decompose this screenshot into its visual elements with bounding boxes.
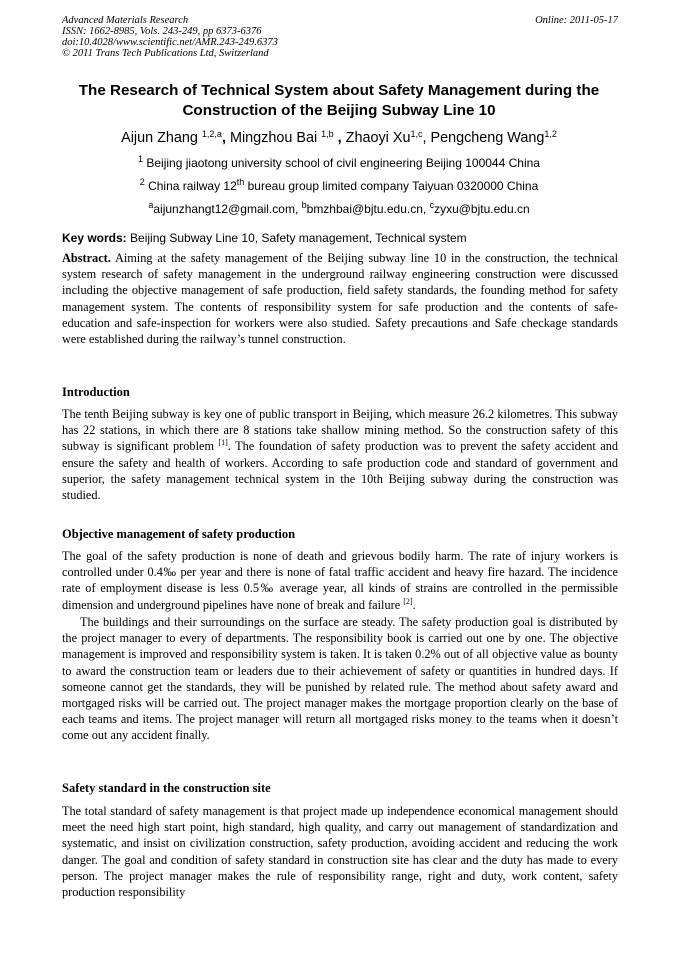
author-affiliation-mark: 1,b: [321, 129, 334, 139]
author-list: Aijun Zhang $^{1,2,a}$, Mingzhou Bai $^{1,b}$ , Zhaoyi Xu$^{1,c}$, Pengcheng Wang$^{1,2}$: [121, 129, 557, 146]
journal-name: Advanced Materials Research: [62, 15, 189, 26]
journal-header: [62, 15, 618, 59]
section-heading-safety-standard: Safety standard in the construction site: [62, 781, 271, 795]
objective-paragraph-2: The buildings and their surroundings on the surface are steady. The safety production goal is distributed by the project manager to every of departments. The responsibility book is carried out one by one. The objective management is improved and responsibility system is taken. It is taken 0.2% out of all objective value as bounty to award the construction team or leaders due to their achievement of safety or quantities in hundred days. If someone cannot get the standards, they will be punished by related rule. The method about safety award and mortgaged risks will be carried out. The project manager makes the mortgage proportion clearly on the base of each teams and items. The project manager will return all mortgaged risks money to the teams when it doesn’t come out any accident finally.: [62, 615, 618, 743]
safety-standard-paragraph: The total standard of safety management is that project made up independence economical management should meet the need high start point, high standard, high quality, and carry out management of standardization and systematic, and insist on civilization construction, safety production, avoiding accident and reducing the work danger. The goal and condition of safety standard in construction site has clear and the duty has made to every person. The project manager makes the rule of responsibility range, right and duty, work content, safety production responsibility: [62, 804, 618, 900]
objective-paragraph-1: The goal of the safety production is none of death and grievous bodily harm. The rate of injury workers is controlled under 0.4‰ per year and there is none of fatal traffic accident and heavy fire hazard. The incidence rate of employment disease is less 0.5‰ average year, all kinds of strains are controlled in the permissible dimension and underground pipelines have none of break and failure [2].: [62, 549, 618, 612]
abstract: [62, 250, 618, 347]
paper-title: [40, 81, 638, 121]
keywords-label: Key words:: [62, 231, 127, 245]
abstract-text: Aiming at the safety management of the Beijing subway line 10 in the construction, the technical system research of safety management in the underground railway engineering construction were discussed including the objective management of safe production, field safety standards, the founding method for safety management system. The contents of responsibility system for safe production and the contents of safe-education and safe-inspection for workers were also studied. Safety precautions and Safe checkage standards were established during the railway’s tunnel construction.: [62, 251, 618, 347]
citation-ref: [2]: [403, 596, 413, 606]
online-date: Online: 2011-05-17: [535, 15, 618, 26]
section-heading-introduction: Introduction: [62, 385, 130, 399]
email-b: bmzhbai@bjtu.edu.cn,: [306, 202, 430, 216]
author-name: Mingzhou Bai: [229, 130, 322, 146]
keywords-text: Beijing Subway Line 10, Safety management, Technical system: [126, 231, 467, 245]
email-c: zyxu@bjtu.edu.cn: [434, 202, 530, 216]
citation-ref: [1]: [218, 438, 228, 448]
abstract-label: Abstract.: [62, 251, 111, 265]
introduction-paragraph: The tenth Beijing subway is key one of public transport in Beijing, which measure 26.2 kilometres. This subway has 22 stations, in which there are 8 stations take shallow mining method. So the construction safety of this subway is significant problem [1]. The foundation of safety production was to prevent the safety accident and ensure the safety and health of workers. According to safe production code and standard of government and superior, the safety management technical system in the 10th Beijing subway during the construction was studied.: [62, 407, 618, 503]
section-heading-objective: Objective management of safety production: [62, 527, 296, 541]
author-name: Aijun Zhang: [121, 130, 202, 146]
author-name: Zhaoyi Xu: [345, 130, 411, 146]
affiliation-1: $^1$ Beijing jiaotong university school of civil engineering Beijing 100044 China: [138, 154, 540, 170]
affiliation-2: $^2$ China railway 12th bureau group limited company Taiyuan 0320000 China: [139, 177, 539, 193]
author-affiliation-mark: 1,c: [410, 129, 423, 139]
author-emails: $^a$aijunzhangt12@gmail.com, $^b$bmzhbai@bjtu.edu.cn, $^c$zyxu@bjtu.edu.cn: [148, 200, 530, 216]
title-line-1: The Research of Technical System about Safety Management during the: [78, 82, 600, 99]
author-affiliation-mark: 1,2,a: [201, 129, 222, 139]
keywords: [62, 230, 618, 246]
copyright-line: © 2011 Trans Tech Publications Ltd, Switzerland: [62, 48, 269, 59]
title-line-2: Construction of the Beijing Subway Line 10: [182, 102, 496, 119]
issn-line: ISSN: 1662-8985, Vols. 243-249, pp 6373-6376: [62, 26, 262, 37]
author-affiliation-mark: 1,2: [544, 129, 557, 139]
email-a: aijunzhangt12@gmail.com,: [153, 202, 302, 216]
doi-line: doi:10.4028/www.scientific.net/AMR.243-249.6373: [62, 37, 278, 48]
author-name: Pengcheng Wang: [430, 130, 545, 146]
